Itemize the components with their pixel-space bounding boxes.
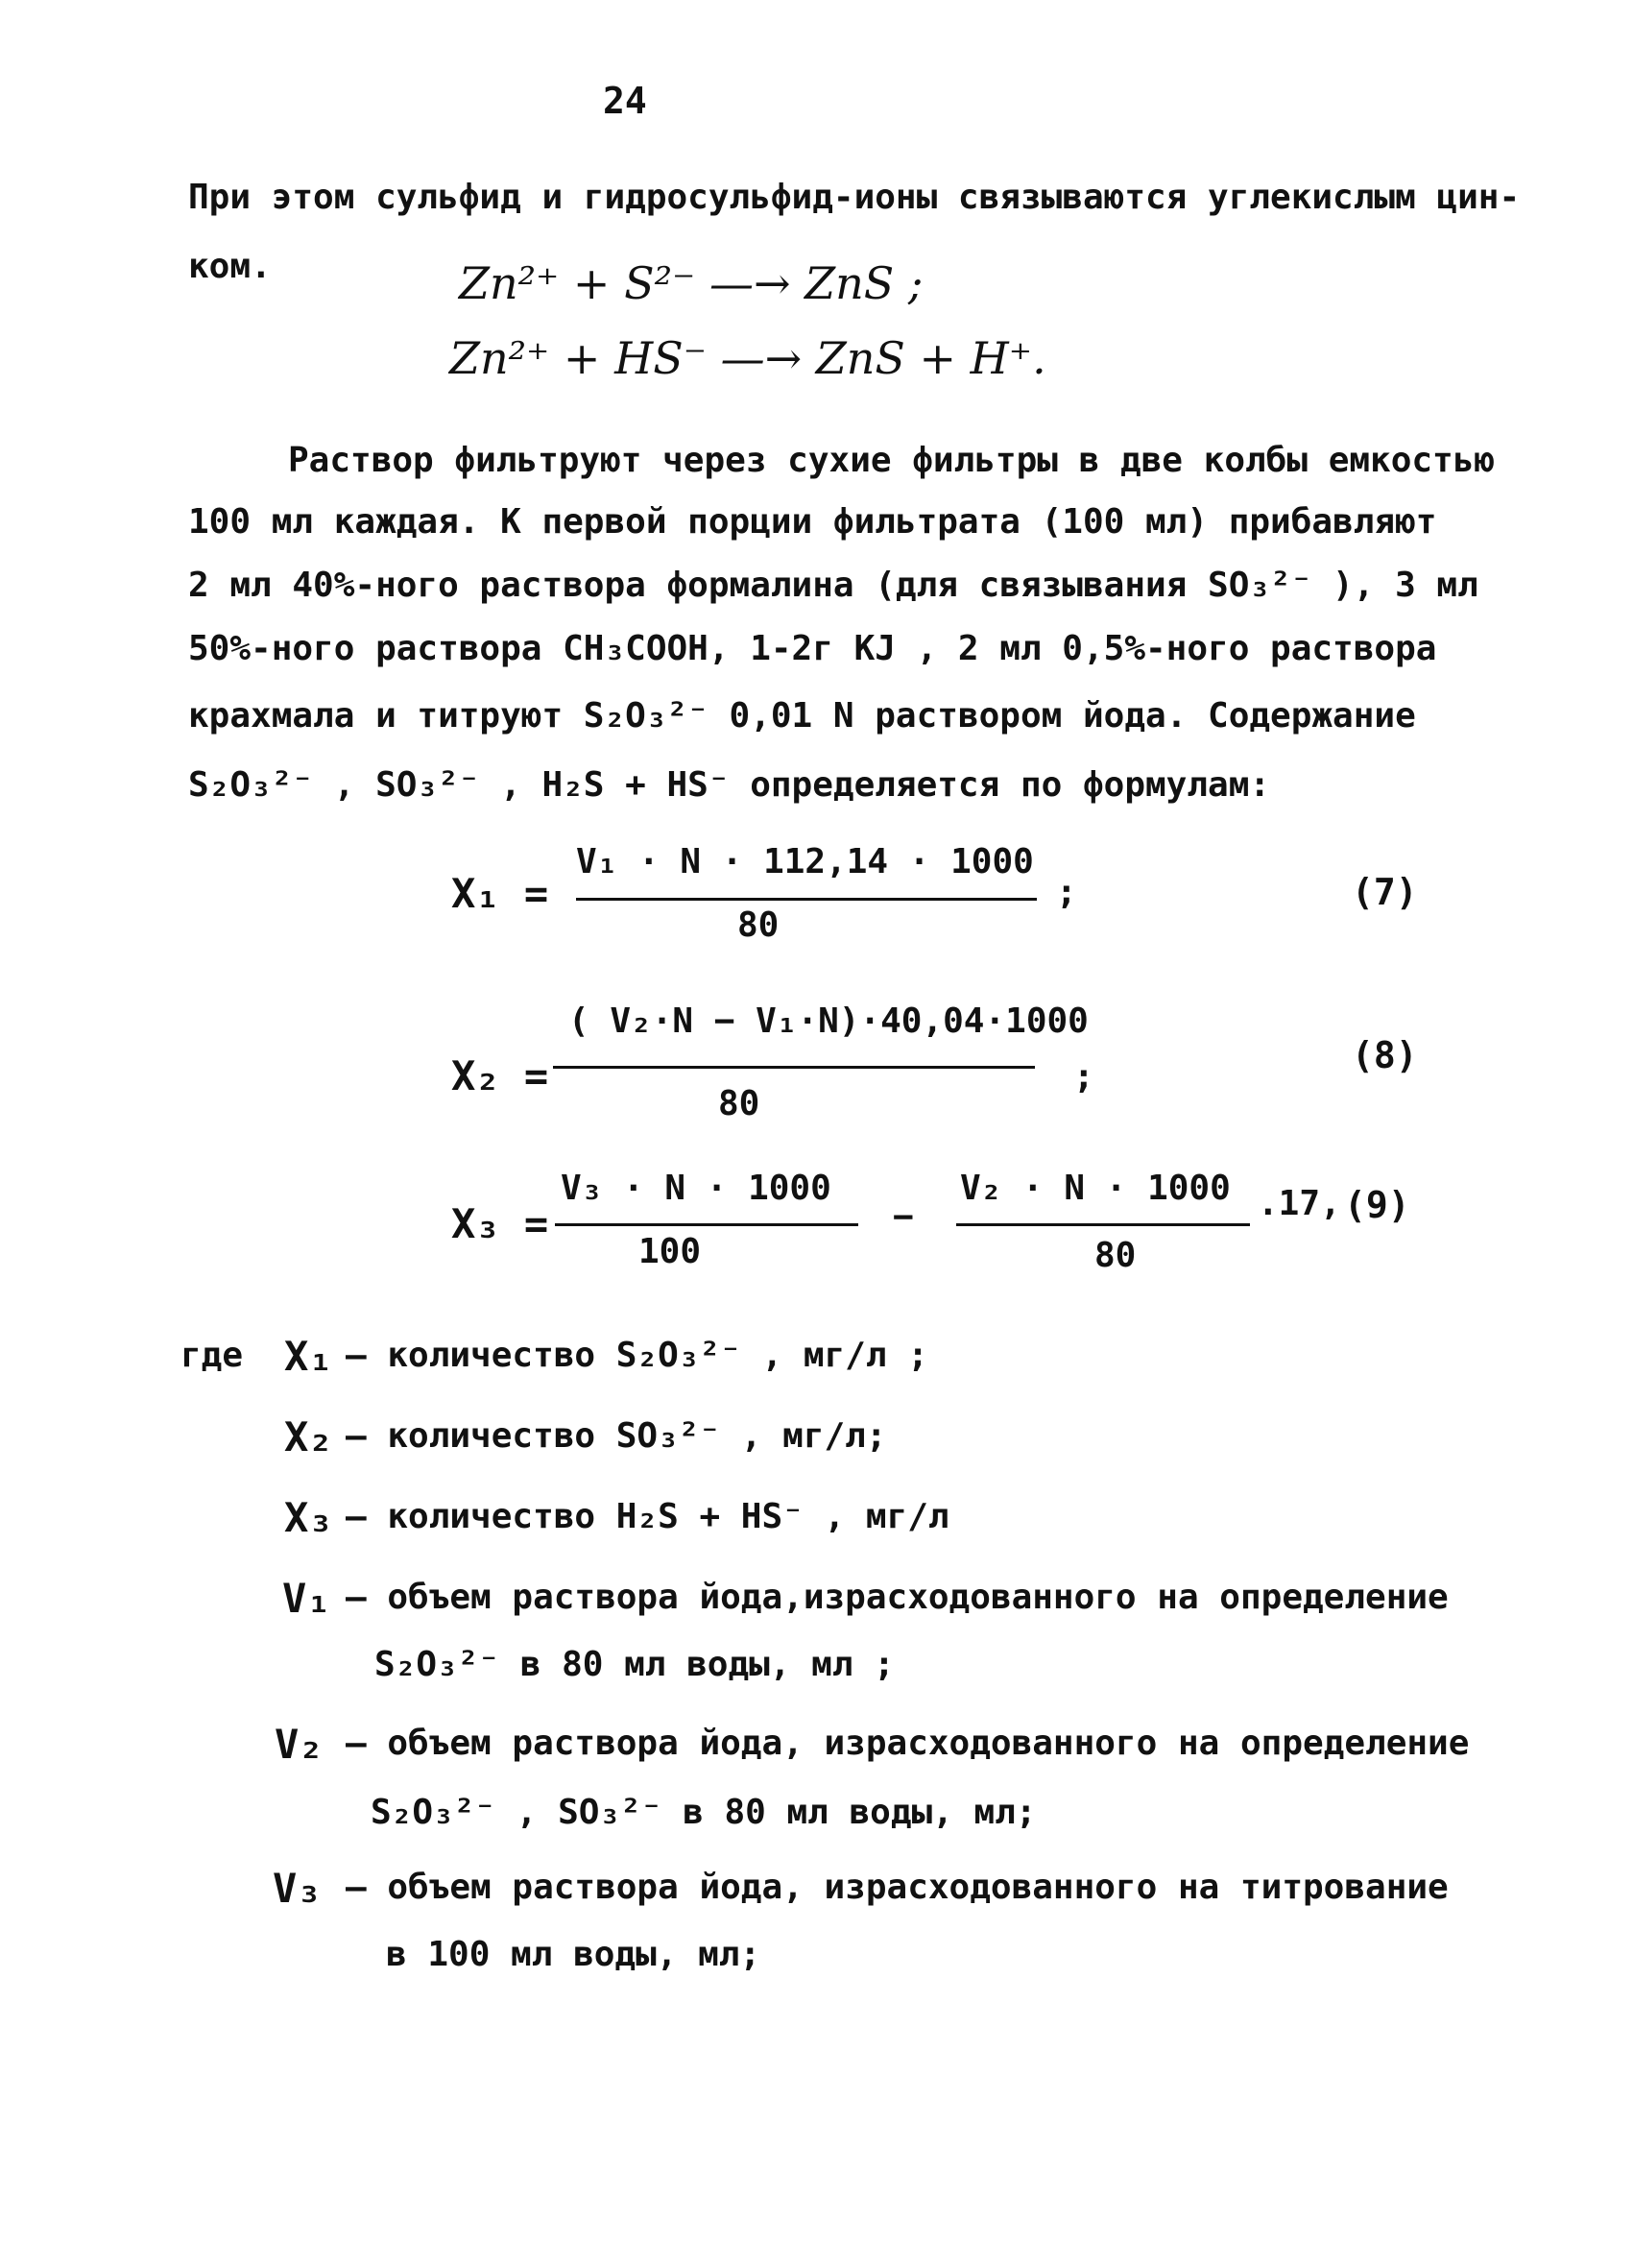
definition-v2-symbol: V₂ xyxy=(275,1721,324,1768)
definition-x2-text: – количество SO₃²⁻ , мг/л; xyxy=(346,1416,887,1456)
formula-7-numerator: V₁ · N · 112,14 · 1000 xyxy=(576,842,1034,881)
formula-7-tail: ; xyxy=(1056,873,1077,912)
formula-9-denominator-b: 80 xyxy=(1094,1236,1137,1275)
definition-v3-continuation: в 100 мл воды, мл; xyxy=(386,1935,761,1974)
page-number: 24 xyxy=(603,80,647,122)
definition-v1-symbol: V₁ xyxy=(282,1575,331,1622)
formula-9-tail: .17, xyxy=(1258,1184,1341,1223)
paragraph-line-1: Раствор фильтруют через сухие фильтры в две колбы емкостью xyxy=(288,441,1496,480)
definition-x2-symbol: X₂ xyxy=(284,1413,333,1460)
formula-9-label: (9) xyxy=(1344,1184,1410,1226)
formula-9-lhs: X₃ = xyxy=(451,1200,549,1247)
paragraph-line-4: 50%-ного раствора CH₃COOH, 1-2г KJ , 2 мл 0,5%-ного раствора xyxy=(188,629,1437,668)
definition-v2-continuation: S₂O₃²⁻ , SO₃²⁻ в 80 мл воды, мл; xyxy=(371,1793,1037,1832)
intro-line-1: При этом сульфид и гидросульфид-ионы связываются углекислым цин- xyxy=(188,178,1521,217)
formula-9-numerator-b: V₂ · N · 1000 xyxy=(960,1169,1231,1208)
formula-9-numerator-a: V₃ · N · 1000 xyxy=(561,1169,831,1208)
definition-x1-text: – количество S₂O₃²⁻ , мг/л ; xyxy=(346,1336,928,1375)
definition-v1-continuation: S₂O₃²⁻ в 80 мл воды, мл ; xyxy=(374,1645,895,1684)
formula-7-fraction-bar xyxy=(576,898,1037,901)
formula-7-denominator: 80 xyxy=(737,905,780,945)
paragraph-line-5: крахмала и титруют S₂O₃²⁻ 0,01 N раствором йода. Содержание xyxy=(188,696,1416,736)
formula-9-denominator-a: 100 xyxy=(638,1232,702,1271)
definition-x1-symbol: X₁ xyxy=(284,1333,333,1380)
formula-9-fraction-bar-a xyxy=(555,1223,858,1226)
formula-9-fraction-bar-b xyxy=(956,1223,1250,1226)
definition-x3-symbol: X₃ xyxy=(284,1494,333,1541)
paragraph-line-6: S₂O₃²⁻ , SO₃²⁻ , H₂S + HS⁻ определяется по формулам: xyxy=(188,765,1271,805)
formula-8-denominator: 80 xyxy=(718,1084,760,1123)
formula-7-label: (7) xyxy=(1352,871,1418,913)
definition-v3-text: – объем раствора йода, израсходованного на титрование xyxy=(346,1868,1449,1907)
formula-8-numerator: ( V₂·N − V₁·N)·40,04·1000 xyxy=(568,1001,1089,1041)
formula-8-label: (8) xyxy=(1352,1034,1418,1076)
definition-v2-text: – объем раствора йода, израсходованного на определение xyxy=(346,1724,1470,1763)
reaction-1: Zn²⁺ + S²⁻ —→ ZnS ; xyxy=(459,257,924,309)
where-label: где xyxy=(180,1336,244,1375)
paragraph-line-3: 2 мл 40%-ного раствора формалина (для связывания SO₃²⁻ ), 3 мл xyxy=(188,566,1478,605)
intro-line-2: ком. xyxy=(188,247,272,286)
formula-8-lhs: X₂ = xyxy=(451,1052,549,1099)
formula-8-fraction-bar xyxy=(553,1066,1035,1069)
definition-v3-symbol: V₃ xyxy=(273,1865,322,1912)
formula-7-lhs: X₁ = xyxy=(451,870,549,917)
formula-9-minus: − xyxy=(893,1197,914,1237)
reaction-2: Zn²⁺ + HS⁻ —→ ZnS + H⁺. xyxy=(449,332,1046,384)
paragraph-line-2: 100 мл каждая. К первой порции фильтрата (100 мл) прибавляют xyxy=(188,502,1437,542)
definition-x3-text: – количество H₂S + HS⁻ , мг/л xyxy=(346,1497,949,1536)
definition-v1-text: – объем раствора йода,израсходованного на определение xyxy=(346,1578,1449,1617)
formula-8-tail: ; xyxy=(1073,1057,1094,1097)
